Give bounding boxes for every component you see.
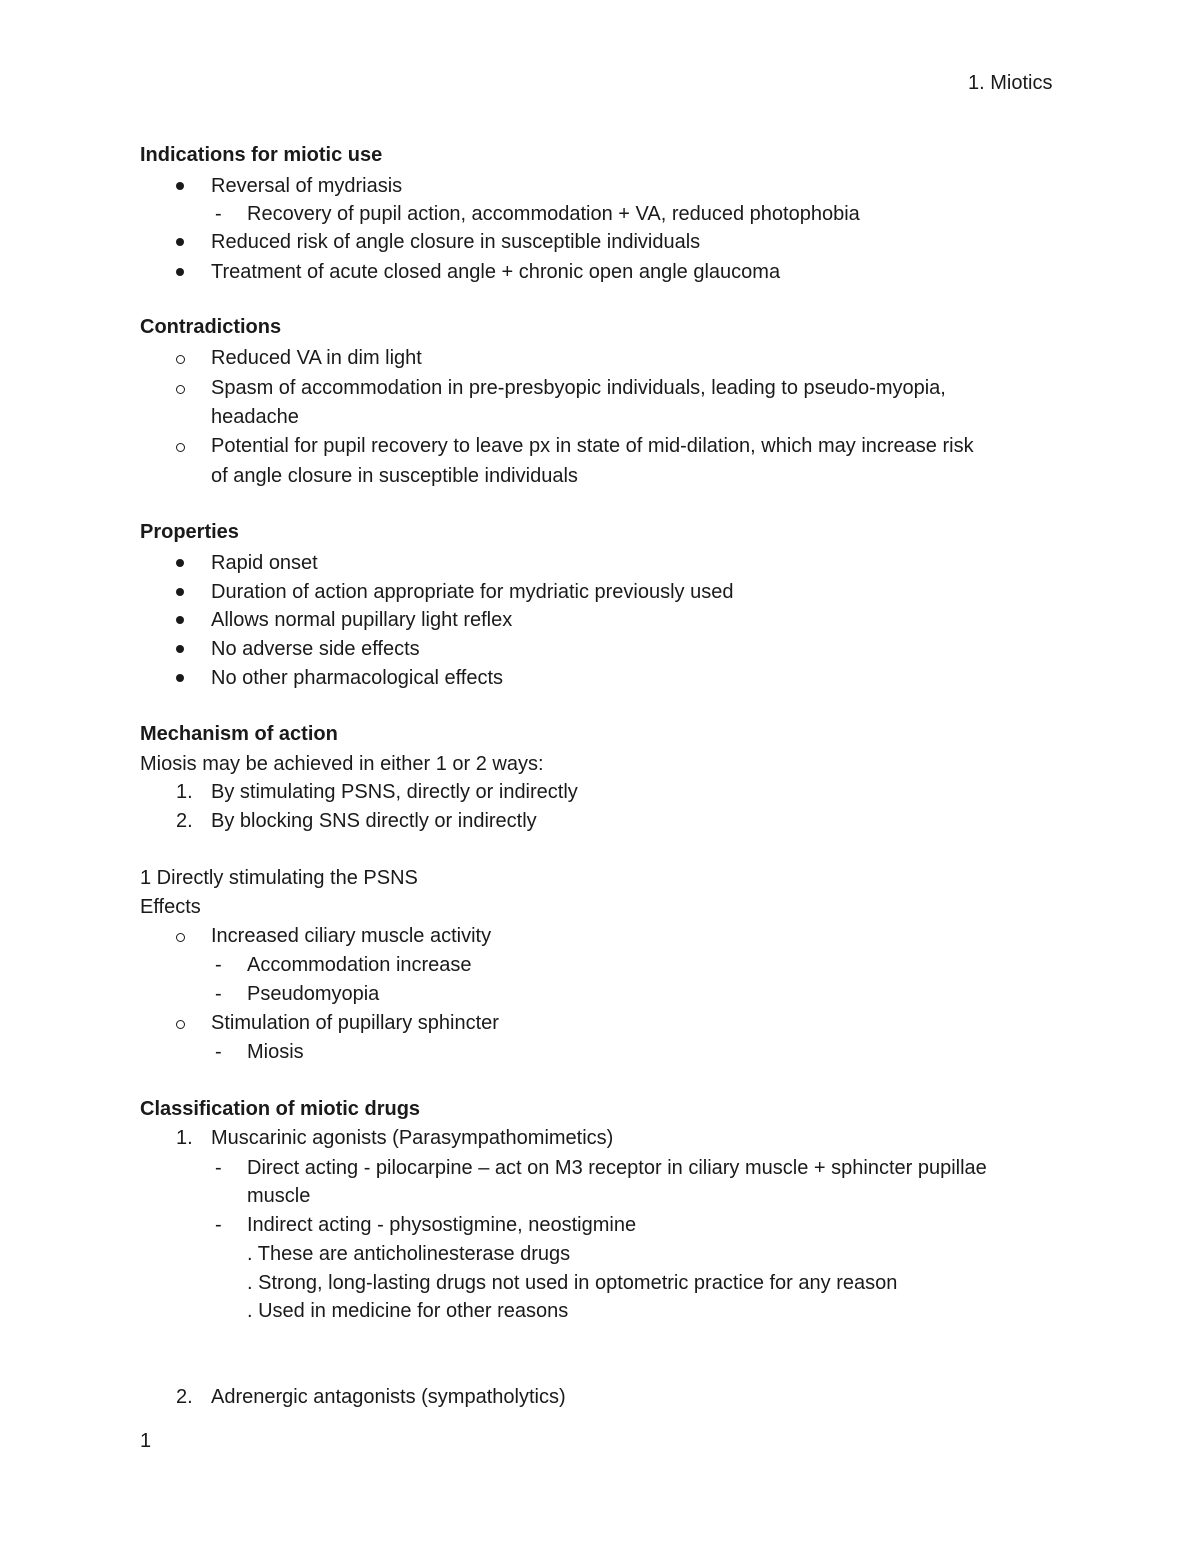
list-item: Reduced VA in dim light <box>211 347 422 369</box>
list-item: Reversal of mydriasis <box>211 175 403 197</box>
properties-heading: Properties <box>140 521 239 543</box>
list-item: Recovery of pupil action, accommodation + VA, reduced photophobia <box>247 203 860 225</box>
list-item: By stimulating PSNS, directly or indirectly <box>211 781 578 803</box>
circle-bullet-icon <box>176 1020 185 1029</box>
bullet-icon <box>176 182 184 190</box>
list-item: Rapid onset <box>211 552 318 574</box>
note-line: . Strong, long-lasting drugs not used in optometric practice for any reason <box>247 1272 898 1294</box>
bullet-icon <box>176 674 184 682</box>
list-item: Muscarinic agonists (Parasympathomimetics) <box>211 1127 614 1149</box>
list-item: Reduced risk of angle closure in susceptible individuals <box>211 231 701 253</box>
mechanism-intro: Miosis may be achieved in either 1 or 2 ways: <box>140 753 544 775</box>
list-item: Accommodation increase <box>247 954 472 976</box>
bullet-icon <box>176 645 184 653</box>
bullet-icon <box>176 616 184 624</box>
list-item-continued: of angle closure in susceptible individuals <box>211 465 578 487</box>
list-item: No adverse side effects <box>211 638 420 660</box>
contradictions-heading: Contradictions <box>140 316 282 338</box>
list-item: Adrenergic antagonists (sympatholytics) <box>211 1386 566 1408</box>
indications-heading: Indications for miotic use <box>140 144 383 166</box>
section-subtitle: 1 Directly stimulating the PSNS <box>140 867 418 889</box>
list-item: Direct acting - pilocarpine – act on M3 receptor in ciliary muscle + sphincter pupillae <box>247 1157 987 1179</box>
effects-label: Effects <box>140 896 201 918</box>
number-marker: 1. <box>176 781 193 803</box>
number-marker: 2. <box>176 1386 193 1408</box>
bullet-icon <box>176 559 184 567</box>
page-number: 1 <box>140 1430 152 1452</box>
circle-bullet-icon <box>176 443 185 452</box>
number-marker: 1. <box>176 1127 193 1149</box>
list-item: By blocking SNS directly or indirectly <box>211 810 537 832</box>
list-item: Treatment of acute closed angle + chronic open angle glaucoma <box>211 261 781 283</box>
list-item-continued: muscle <box>247 1185 311 1207</box>
mechanism-heading: Mechanism of action <box>140 723 338 745</box>
list-item: No other pharmacological effects <box>211 667 504 689</box>
list-item: Duration of action appropriate for mydriatic previously used <box>211 581 734 603</box>
dash-marker: - <box>215 203 222 225</box>
classification-heading: Classification of miotic drugs <box>140 1098 421 1120</box>
dash-marker: - <box>215 1157 222 1179</box>
dash-marker: - <box>215 983 222 1005</box>
page-header-title: 1. Miotics <box>968 72 1053 94</box>
note-line: . These are anticholinesterase drugs <box>247 1243 571 1265</box>
dash-marker: - <box>215 1214 222 1236</box>
list-item: Increased ciliary muscle activity <box>211 925 492 947</box>
note-line: . Used in medicine for other reasons <box>247 1300 569 1322</box>
dash-marker: - <box>215 1041 222 1063</box>
bullet-icon <box>176 588 184 596</box>
list-item: Spasm of accommodation in pre-presbyopic individuals, leading to pseudo-myopia, <box>211 377 946 399</box>
bullet-icon <box>176 268 184 276</box>
number-marker: 2. <box>176 810 193 832</box>
list-item: Indirect acting - physostigmine, neostigmine <box>247 1214 637 1236</box>
list-item: Pseudomyopia <box>247 983 380 1005</box>
circle-bullet-icon <box>176 385 185 394</box>
list-item: Allows normal pupillary light reflex <box>211 609 513 631</box>
list-item: Stimulation of pupillary sphincter <box>211 1012 499 1034</box>
list-item: Miosis <box>247 1041 304 1063</box>
circle-bullet-icon <box>176 355 185 364</box>
list-item-continued: headache <box>211 406 299 428</box>
bullet-icon <box>176 238 184 246</box>
circle-bullet-icon <box>176 933 185 942</box>
list-item: Potential for pupil recovery to leave px in state of mid-dilation, which may increase risk <box>211 435 974 457</box>
dash-marker: - <box>215 954 222 976</box>
